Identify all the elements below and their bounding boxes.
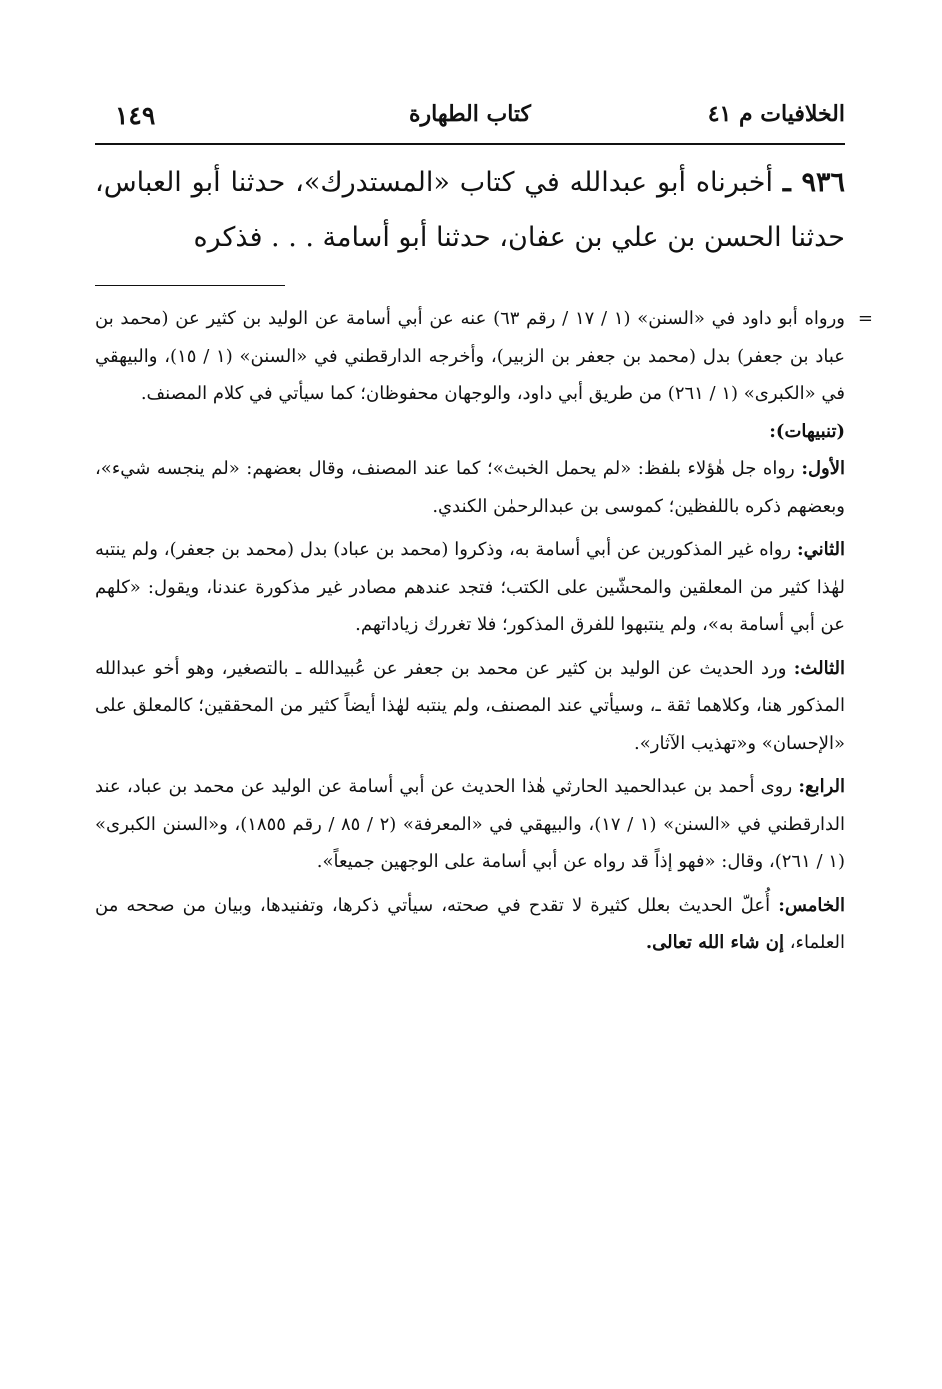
note-label: الأول: [801,458,845,479]
note-item-3 [95,650,845,763]
page-header [95,95,845,139]
note-label: الثالث: [793,657,845,679]
note-text: روى أحمد بن عبدالحميد الحارثي هٰذا الحديث عن أبي أسامة عن الوليد عن محمد بن عباد، عند الدارقطني في «السنن» (١ / ١٧)، والبيهقي في «المعرفة» (٢ / ٨٥ / رقم ١٨٥٥)، و«السنن الكبرى» (١ / ٢٦١)، وقال: «فهو إذاً قد رواه عن أبي أسامة على الوجهين جميعاً». [95,776,845,872]
note-item-4 [95,768,845,881]
note-label: الثاني: [796,539,845,560]
footnotes [95,300,873,962]
note-item-2 [95,531,845,644]
footnote-text: ورواه أبو داود في «السنن» (١ / ١٧ / رقم ٦٣) عنه عن أبي أسامة عن الوليد بن كثير عن (محمد بن عباد بن جعفر) بدل (محمد بن جعفر بن الزبير)، وأخرجه الدارقطني في «السنن» (١ / ١٥)، والبيهقي في «الكبرى» (١ / ٢٦١) من طريق أبي داود، والوجهان محفوظان؛ كما سيأتي في كلام المصنف. [95,308,846,404]
continuation-mark: = [857,308,873,329]
note-text: أُعلّ الحديث بعلل كثيرة لا تقدح في صحته، سيأتي ذكرها، وتفنيدها، وبيان من صححه من العلماء، [95,894,845,953]
hadith-number: ٩٣٦ ـ [782,167,845,198]
note-closing-phrase: إن شاء الله تعالى. [645,932,784,953]
running-header-volume: الخلافيات م ٤١ [707,101,845,127]
note-label: الخامس: [778,894,846,916]
tanbihat-heading [95,413,845,451]
tanbihat-label: (تنبيهات): [769,420,845,442]
hadith-paragraph [95,155,845,265]
note-text: رواه غير المذكورين عن أبي أسامة به، وذكروا (محمد بن عباد) بدل (محمد بن جعفر)، ولم ينتبه لهٰذا كثير من المعلقين والمحشّين على الكتب؛ فتجد عندهم مصادر غير مذكورة عندنا، ويقول: «كلهم عن أبي أسامة به»، ولم ينتبهوا للفرق المذكور؛ فلا تغررك زياداتهم. [95,539,845,635]
book-page [95,95,873,1295]
page-number: ١٤٩ [115,101,156,130]
hadith-text: أخبرناه أبو عبدالله في كتاب «المستدرك»، حدثنا أبو العباس، حدثنا الحسن بن علي بن عفان، حدثنا أبو أسامة . . . فذكره [95,167,845,253]
note-text: ورد الحديث عن الوليد بن كثير عن محمد بن جعفر عن عُبيدالله ـ بالتصغير، وهو أخو عبدالله المذكور هنا، وكلاهما ثقة ـ، وسيأتي عند المصنف، ولم ينتبه لهٰذا أيضاً كثير من المحققين؛ كالمعلق على «الإحسان» و«تهذيب الآثار». [95,657,845,754]
note-text: رواه جل هٰؤلاء بلفظ: «لم يحمل الخبث»؛ كما عند المصنف، وقال بعضهم: «لم ينجسه شيء»، وبعضهم ذكره باللفظين؛ كموسى بن عبدالرحمٰن الكندي. [95,458,845,517]
note-label: الرابع: [798,776,845,797]
footnote-continued [95,300,873,413]
header-divider [95,143,845,145]
footnote-divider [95,285,285,286]
note-item-5 [95,887,845,962]
running-header-chapter: كتاب الطهارة [408,101,532,127]
note-item-1 [95,450,845,525]
